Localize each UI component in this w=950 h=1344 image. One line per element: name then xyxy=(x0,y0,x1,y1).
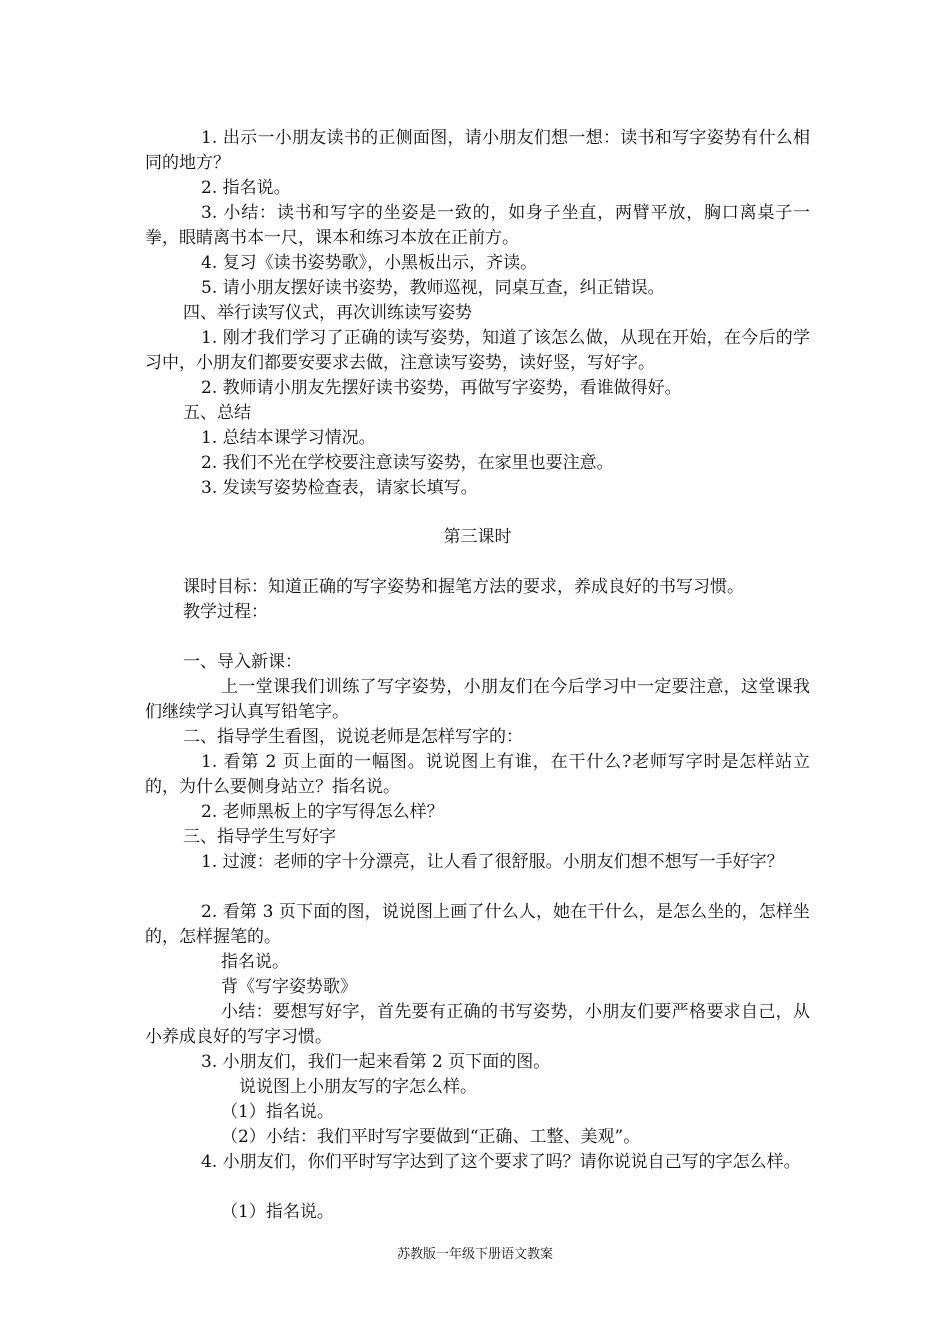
paragraph: （1）指名说。 xyxy=(221,1202,334,1222)
paragraph: 2. 教师请小朋友先摆好读书姿势，再做写字姿势，看谁做得好。 xyxy=(201,378,682,398)
paragraph: 背《写字姿势歌》 xyxy=(221,977,357,997)
page-footer: 苏教版一年级下册语文教案 xyxy=(396,1247,553,1262)
paragraph: 4. 小朋友们，你们平时写字达到了这个要求了吗？请你说说自己写的字怎么样。 xyxy=(201,1152,801,1172)
section-heading: 四、举行读写仪式，再次训练读写姿势 xyxy=(183,303,472,323)
section-heading: 三、指导学生写好字 xyxy=(183,827,336,847)
paragraph: 上一堂课我们训练了写字姿势，小朋友们在今后学习中一定要注意，这堂课我们继续学习认真写铅笔字。 xyxy=(145,677,810,722)
paragraph: 3. 小结：读书和写字的坐姿是一致的，如身子坐直，两臂平放，胸口离桌子一拳，眼睛离书本一尺，课本和练习本放在正前方。 xyxy=(145,203,810,248)
paragraph: 1. 出示一小朋友读书的正侧面图，请小朋友们想一想：读书和写字姿势有什么相同的地方？ xyxy=(145,128,810,173)
lesson-objective: 课时目标：知道正确的写字姿势和握笔方法的要求，养成良好的书写习惯。 xyxy=(183,577,744,597)
section-heading: 五、总结 xyxy=(183,403,251,423)
paragraph: 教学过程： xyxy=(183,602,268,622)
paragraph: 1. 看第 2 页上面的一幅图。说说图上有谁，在干什么?老师写字时是怎样站立的，为什么要侧身站立？指名说。 xyxy=(145,752,810,797)
paragraph: 4. 复习《读书姿势歌》，小黑板出示，齐读。 xyxy=(201,253,538,273)
paragraph: 5. 请小朋友摆好读书姿势，教师巡视，同桌互查，纠正错误。 xyxy=(201,278,665,298)
paragraph: 1. 刚才我们学习了正确的读写姿势，知道了该怎么做，从现在开始，在今后的学习中，小朋友们都要安要求去做，注意读写姿势，读好竖，写好字。 xyxy=(145,328,810,373)
paragraph: （2）小结：我们平时写字要做到“正确、工整、美观”。 xyxy=(221,1127,641,1147)
paragraph: 小结：要想写好字，首先要有正确的书写姿势，小朋友们要严格要求自己，从小养成良好的写字习惯。 xyxy=(145,1002,810,1047)
paragraph: 1. 过渡：老师的字十分漂亮，让人看了很舒服。小朋友们想不想写一手好字？ xyxy=(201,852,784,872)
paragraph: 2. 看第 3 页下面的图，说说图上画了什么人，她在干什么，是怎么坐的，怎样坐的，怎样握笔的。 xyxy=(145,902,810,947)
paragraph: 1. 总结本课学习情况。 xyxy=(201,428,376,448)
paragraph: 2. 指名说。 xyxy=(201,178,291,198)
paragraph: 说说图上小朋友写的字怎么样。 xyxy=(239,1077,477,1097)
paragraph: （1）指名说。 xyxy=(221,1102,334,1122)
section-heading: 二、指导学生看图，说说老师是怎样写字的： xyxy=(183,727,523,747)
paragraph: 指名说。 xyxy=(221,952,289,972)
lesson-title: 第三课时 xyxy=(443,527,512,547)
paragraph: 2. 我们不光在学校要注意读写姿势，在家里也要注意。 xyxy=(201,453,614,473)
paragraph: 2. 老师黑板上的字写得怎么样？ xyxy=(201,802,444,822)
paragraph: 3. 发读写姿势检查表，请家长填写。 xyxy=(201,478,478,498)
paragraph: 3. 小朋友们，我们一起来看第 2 页下面的图。 xyxy=(201,1052,551,1072)
section-heading: 一、导入新课： xyxy=(183,652,302,672)
